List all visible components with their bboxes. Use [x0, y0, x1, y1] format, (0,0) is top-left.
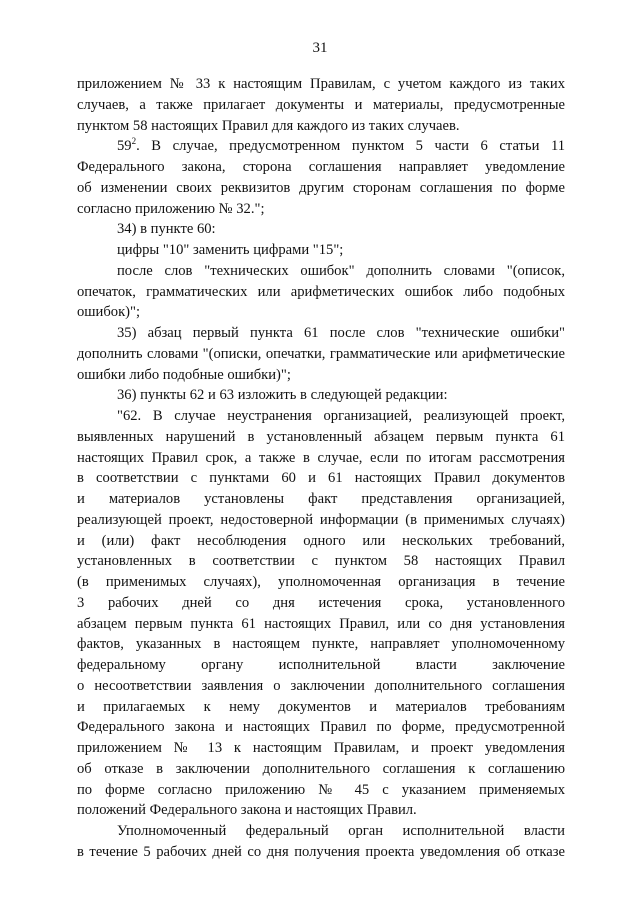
- line-text: выявленных нарушений в установленный абзацем первым пункта 61: [77, 428, 565, 445]
- line-text: в течение 5 рабочих дней со дня получения проекта уведомления об отказе: [77, 843, 565, 860]
- line-text: реализующей проект, недостоверной информации (в применимых случаях): [77, 511, 565, 528]
- text-line: [77, 240, 565, 261]
- line-text: Федерального закона и настоящих Правил по форме, предусмотренной: [77, 719, 565, 736]
- text-line: [77, 95, 565, 116]
- text-line: [77, 344, 565, 365]
- line-text: приложением № 13 к настоящим Правилам, и проект уведомления: [77, 740, 565, 756]
- text-line: [77, 738, 565, 759]
- line-text: 36) пункты 62 и 63 изложить в следующей редакции:: [117, 387, 448, 404]
- line-text: абзацем первым пункта 61 настоящих Правил, или со дня установления: [77, 615, 565, 632]
- line-text: . В случае, предусмотренном пунктом 5 части 6 статьи 11: [136, 138, 565, 155]
- superscript: 2: [131, 136, 137, 147]
- text-line: [77, 219, 565, 240]
- text-line: [77, 261, 565, 282]
- line-text: о несоответствии заявления о заключении дополнительного соглашения: [77, 677, 565, 694]
- text-line: [77, 365, 565, 386]
- text-line: [77, 821, 565, 842]
- text-line: [77, 717, 565, 738]
- line-text: 34) в пункте 60:: [117, 221, 216, 238]
- page-number: 31: [312, 40, 328, 56]
- line-text: дополнить словами "(описки, опечатки, грамматические или арифметические: [77, 345, 565, 362]
- line-text: установленных в соответствии с пунктом 58 настоящих Правил: [77, 553, 565, 570]
- line-text: об изменении своих реквизитов другим сторонам соглашения по форме: [77, 179, 565, 196]
- paragraph-number: 59: [117, 138, 132, 155]
- text-line: [77, 800, 565, 821]
- line-text: Федерального закона, сторона соглашения направляет уведомление: [77, 159, 565, 175]
- line-text: и (или) факт несоблюдения одного или нескольких требований,: [77, 532, 565, 549]
- text-line: [77, 842, 565, 863]
- text-line: [77, 302, 565, 323]
- line-text: и материалов установлены факт представления организацией,: [77, 491, 565, 507]
- line-text: федеральному органу исполнительной власти заключение: [77, 657, 565, 673]
- text-line: [77, 697, 565, 718]
- line-text: положений Федерального закона и настоящих Правил.: [77, 802, 417, 819]
- document-body: [77, 74, 565, 863]
- line-text: в соответствии с пунктами 60 и 61 настоящих Правил документов: [77, 470, 565, 487]
- text-line: [77, 74, 565, 95]
- line-text: (в применимых случаях), уполномоченная организация в течение: [77, 574, 565, 590]
- text-line: [77, 157, 565, 178]
- line-text: приложением № 33 к настоящим Правилам, с учетом каждого из таких: [77, 76, 565, 92]
- line-text: фактов, указанных в настоящем пункте, направляет уполномоченному: [77, 636, 565, 653]
- text-line: [77, 572, 565, 593]
- line-text: ошибок)";: [77, 304, 141, 321]
- text-line: [77, 385, 565, 406]
- text-line: [77, 634, 565, 655]
- text-line: [77, 676, 565, 697]
- text-line: [77, 199, 565, 220]
- text-line: [77, 427, 565, 448]
- line-text: ошибки либо подобные ошибки)";: [77, 366, 291, 383]
- line-text: пунктом 58 настоящих Правил для каждого из таких случаев.: [77, 117, 460, 134]
- line-text: "62. В случае неустранения организацией, реализующей проект,: [117, 408, 565, 424]
- line-text: об отказе в заключении дополнительного соглашения к соглашению: [77, 760, 565, 777]
- line-text: 35) абзац первый пункта 61 после слов "технические ошибки": [117, 325, 565, 341]
- text-line: [77, 323, 565, 344]
- text-line: [77, 282, 565, 303]
- text-line: [77, 178, 565, 199]
- text-line: [77, 551, 565, 572]
- text-line: [77, 489, 565, 510]
- line-text: случаев, а также прилагает документы и материалы, предусмотренные: [77, 96, 565, 113]
- text-line: [77, 655, 565, 676]
- line-text: цифры "10" заменить цифрами "15";: [117, 242, 344, 258]
- line-text: и прилагаемых к нему документов и материалов требованиям: [77, 698, 565, 715]
- line-text: опечаток, грамматических или арифметических ошибок либо подобных: [77, 283, 565, 300]
- text-line: [77, 406, 565, 427]
- text-line: [77, 593, 565, 614]
- text-line: [77, 510, 565, 531]
- line-text: по форме согласно приложению № 45 с указанием применяемых: [77, 781, 565, 798]
- line-text: согласно приложению № 32.";: [77, 200, 265, 217]
- text-line: [77, 614, 565, 635]
- line-text: настоящих Правил срок, а также в случае, если по итогам рассмотрения: [77, 449, 565, 466]
- text-line: [77, 759, 565, 780]
- text-line: [77, 448, 565, 469]
- text-line: [77, 468, 565, 489]
- line-text: 3 рабочих дней со дня истечения срока, установленного: [77, 594, 565, 611]
- text-line: [77, 780, 565, 801]
- line-text: после слов "технических ошибок" дополнить словами "(описок,: [117, 262, 565, 279]
- text-line: [77, 136, 565, 157]
- text-line: [77, 116, 565, 137]
- text-line: [77, 531, 565, 552]
- line-text: Уполномоченный федеральный орган исполнительной власти: [117, 823, 565, 839]
